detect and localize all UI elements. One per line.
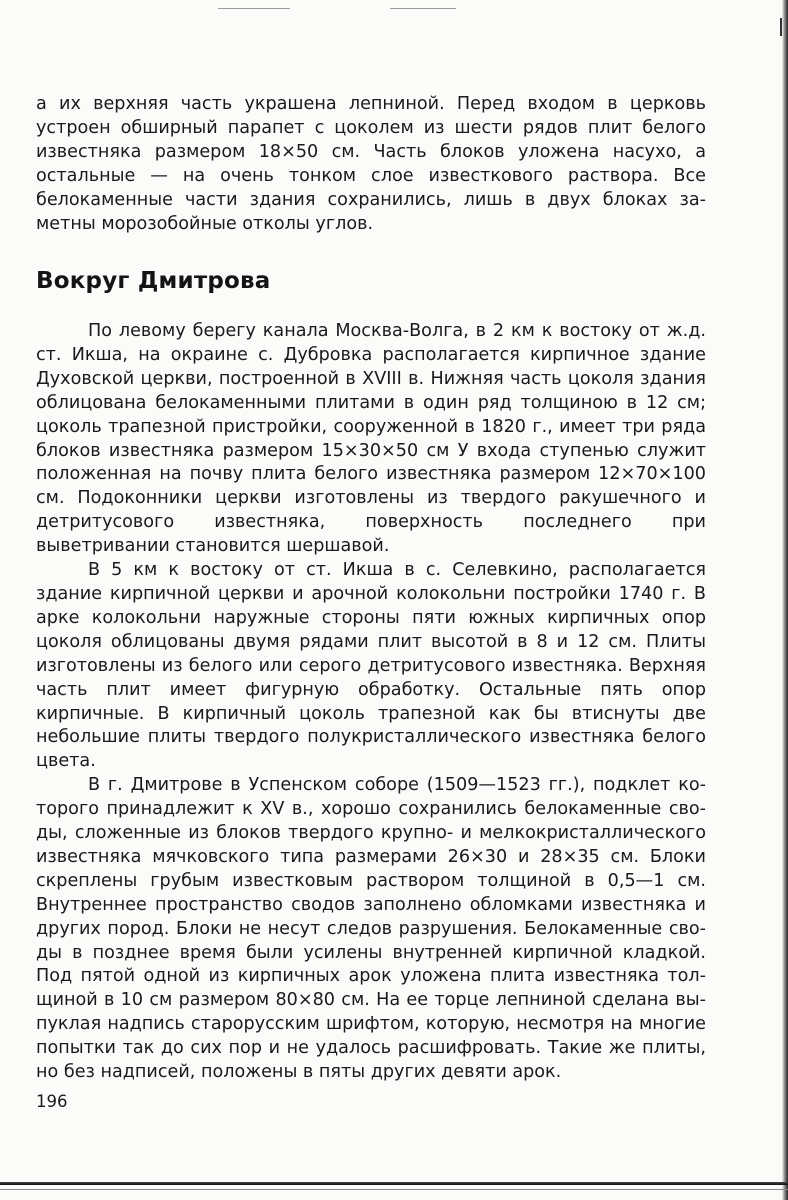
- paragraph-dubrovka: По левому берегу канала Москва-Волга, в 2 км к востоку от ж.д. ст. Икша, на окраине с. Дубровка располагается кирпичное здание Духовской церкви, построенной в XVIII в. Нижняя часть цоколя здания облицована белокаменными плитами в один ряд толщиною в 12 см; цоколь трапезной пристройки, сооруженной в 1820 г., имеет три ряда блоков известняка размером 15×30×50 см У входа ступенью служит положенная на почву плита белого известняка размером 12×70×100 см. Подоконники церкви изготовлены из твердого ракушечного и детритусового известняка, поверхность последнего при выветривании становится шершавой.: [36, 321, 706, 557]
- section-title: Вокруг Дмитрова: [36, 268, 271, 294]
- spine-mark: [780, 18, 782, 36]
- top-rule-right: [390, 8, 456, 9]
- top-rule-left: [218, 8, 290, 9]
- paragraph-selevkino: В 5 км к востоку от ст. Икша в с. Селевкино, располагается здание кирпичной церкви и арочной колокольни постройки 1740 г. В арке колокольни наружные стороны пяти южных кирпичных опор цоколя облицованы двумя рядами плит высотой в 8 и 12 см. Плиты изготовлены из белого или серого детритусового известняка. Верхняя часть плит имеет фигурную обработку. Остальные пять опор кирпичные. В кирпичный цоколь трапезной как бы втиснуты две небольшие плиты твердого полукристаллического известняка белого цвета.: [36, 560, 706, 772]
- paragraph-dmitrov: В г. Дмитрове в Успенском соборе (1509—1523 гг.), подклет которого принадлежит к XV в., хорошо сохранились белокаменные своды, сложенные из блоков твердого крупно- и мелкокристаллического известняка мячковского типа размерами 26×30 и 28×35 см. Блоки скреплены грубым известковым раствором толщиной в 0,5—1 см. Внутреннее пространство сводов заполнено обломками известняка и других пород. Блоки не несут следов разрушения. Белокаменные своды в позднее время были усилены внутренней кирпичной кладкой. Под пятой одной из кирпичных арок уложена плита известняка толщиной в 10 см размером 80×80 см. На ее торце лепниной сделана выпуклая надпись старорусским шрифтом, которую, несмотря на многие попытки так до сих пор и не удалось расшифровать. Такие же плиты, но без надписей, положены в пяты других девяти арок.: [36, 775, 706, 1083]
- bottom-rule: [0, 1182, 788, 1185]
- bottom-rule-thin: [0, 1189, 788, 1190]
- intro-paragraph: а их верхняя часть украшена лепниной. Перед входом в церковь устроен обширный парапет с цоколем из шести рядов плит белого известняка размером 18×50 см. Часть блоков уложена насухо, а остальные — на очень тонком слое известкового раствора. Все белокаменные части здания сохранились, лишь в двух блоках заметны морозобойные отколы углов.: [36, 94, 706, 234]
- section-body: [36, 320, 706, 1085]
- intro-text-block: [36, 93, 706, 236]
- page-spine-edge: [782, 0, 788, 1200]
- page-number: 196: [36, 1092, 68, 1111]
